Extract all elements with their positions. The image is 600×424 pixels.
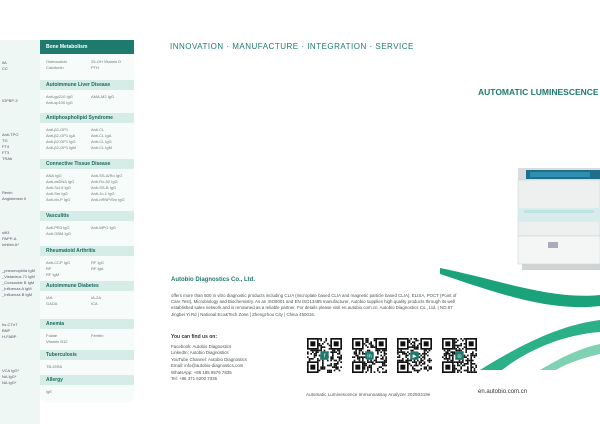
test-item: AMA-M2 IgG <box>91 94 115 99</box>
slogan: INNOVATION · MANUFACTURE · INTEGRATION · SERVICE <box>170 42 414 51</box>
test-item: Anti-dsDNA IgG <box>46 179 75 184</box>
left-fragment-text: BNP <box>2 328 11 333</box>
model-footnote: Automatic Luminescence Immunoassay Analyzer 20250319e <box>306 392 431 397</box>
test-item: Anti-CCP IgG <box>46 260 71 265</box>
qr-center-icon: f <box>323 353 326 360</box>
test-item: Anti-β2-GP1 IgA <box>46 133 76 138</box>
test-item: RF <box>46 266 52 271</box>
test-item: RF IgG <box>91 260 104 265</box>
find-us-heading: You can find us on: <box>171 334 218 340</box>
left-fragment-text: lIA <box>2 60 7 65</box>
left-fragment-text: TG <box>2 138 8 143</box>
website-url[interactable]: en.autobio.com.cn <box>478 389 528 395</box>
test-item: Calcitonin <box>46 65 64 70</box>
section-header: Rheumatoid Arthritis <box>40 246 134 256</box>
test-item: Anti-CL IgG <box>91 139 112 144</box>
left-fragment-text: FT4 <box>2 144 10 149</box>
test-item: Ferritin <box>91 333 104 338</box>
qr-center-icon: in <box>367 353 372 360</box>
test-item: TB-IGRA <box>46 364 63 369</box>
test-item: GADA <box>46 301 58 306</box>
left-fragment-text: CC <box>2 66 8 71</box>
section-header: Anemia <box>40 319 134 329</box>
test-item: Anti-β2-GP1 IgG <box>46 139 76 144</box>
test-item: RF IgA <box>91 266 104 271</box>
test-item: Anti-CL IgA <box>91 133 112 138</box>
linkedin-qr <box>352 338 387 373</box>
test-item: Anti-gp210 IgG <box>46 94 73 99</box>
test-item: PTH <box>91 65 99 70</box>
section-header: Connective Tissue Disease <box>40 159 134 169</box>
left-fragment-text: _Influenza A IgM <box>2 286 32 291</box>
left-fragment-text: _Vistavirus 71 IgM <box>2 274 35 279</box>
facebook-qr <box>307 338 342 373</box>
left-fragment-text: ulfi3 <box>2 230 10 235</box>
section-header: Vasculitis <box>40 211 134 221</box>
contact-line: YouTube Channel: Autobio Diagnostics <box>171 356 247 362</box>
left-fragment-text: H-FABP <box>2 334 17 339</box>
test-item: Anti-GBM IgG <box>46 231 71 236</box>
website-qr <box>442 338 477 373</box>
test-menu-panel <box>40 40 134 403</box>
product-title: AUTOMATIC LUMINESCENCE <box>478 87 599 97</box>
left-fragment-text: FT3 <box>2 150 10 155</box>
left-fragment-text: NA IgG* <box>2 380 17 385</box>
left-fragment-text: VCA IgG* <box>2 368 20 373</box>
test-item: IgE <box>46 389 53 394</box>
test-item: Anti-Sm IgG <box>46 191 68 196</box>
left-fragment-text: NA IgG* <box>2 374 17 379</box>
section-header: Autoimmune Diabetes <box>40 281 134 291</box>
contact-line: WhatsApp: +86 185 9576 7835 <box>171 369 232 375</box>
left-fragment-text: _pneumophila IgM <box>2 268 35 273</box>
contact-line: Facebook: Autobio Diagnostics <box>171 344 232 349</box>
test-item: Osteocalcin <box>46 59 67 64</box>
left-fragment-text: Renin <box>2 190 13 195</box>
test-item: IAA <box>46 295 53 300</box>
test-item: 25-OH Vitamin D <box>91 59 122 64</box>
contact-line: LinkedIn: Autobio Diagnostics <box>171 350 229 356</box>
test-item: Anti-PR3 IgG <box>46 225 70 230</box>
left-fragment-text: _Influenza B IgM <box>2 292 33 297</box>
left-fragment-text: hs-CTnT <box>2 322 18 327</box>
test-item: Anti-rib-P IgG <box>46 197 71 202</box>
section-header: Antiphospholipid Syndrome <box>40 113 134 123</box>
test-item: ANA IgG <box>46 173 62 178</box>
company-name: Autobio Diagnostics Co., Ltd. <box>171 277 255 283</box>
test-item: Anti-SS-A/Ro IgG <box>91 173 123 178</box>
left-fragment-text: PAPP-A <box>2 236 17 241</box>
test-item: Anti-SS-B IgG <box>91 185 117 190</box>
left-fragment-text: TRAb <box>2 156 13 161</box>
qr-center-icon: ▶ <box>412 353 417 360</box>
left-fragment-text: Anti-TPO <box>2 132 19 137</box>
test-item: RF IgM <box>46 272 60 277</box>
test-item: Vitamin B12 <box>46 339 68 344</box>
left-fragment-text: IGFBP-3 <box>2 98 18 103</box>
test-item: Anti-Jo-1 IgG <box>91 191 115 196</box>
section-header: Autoimmune Liver Disease <box>40 80 134 90</box>
test-item: ICA <box>91 301 98 306</box>
qr-center-icon: ◎ <box>457 353 462 360</box>
company-description: offers more than 600 in vitro diagnostic products including CLIA (microplate based CLIA and magnetic particle based CLIA), ELISA, POCT (Point of Care Test), Microbiology and Biochemistry. As an ISO9001 and EN ISO13485 manufacturer, Autobio supplies high quality products through its well established sales network and is renowned as a reliable partner. For details please visit en.autobio.com.cn. Autobio Diagnostics Co., Ltd. | NO.87 Jingbei Yi Rd | National Eco&Tech Zone | Zhengzhou City | China 450016. <box>171 293 457 317</box>
test-item: Anti-sp100 IgG <box>46 100 73 105</box>
test-item: Folate <box>46 333 58 338</box>
section-header: Tuberculosis <box>40 350 134 360</box>
menu-header: Bone Metabolism <box>40 40 134 54</box>
left-fragment-text: Inhibin A* <box>2 242 19 247</box>
test-item: Anti-β2-GP1 IgM <box>46 145 76 150</box>
test-item: Anti-Ro-52 IgG <box>91 179 118 184</box>
test-item: IA-2A <box>91 295 102 300</box>
youtube-qr <box>397 338 432 373</box>
contact-line: Email: info@autobio-diagnostics.com <box>171 363 244 369</box>
test-item: Anti-MPO IgG <box>91 225 116 230</box>
test-item: Anti-β2-GP1 <box>46 127 69 132</box>
left-column-fragment <box>0 40 40 424</box>
test-item: Anti-CL <box>91 127 105 132</box>
test-item: Anti-CL IgM <box>91 145 112 150</box>
left-fragment-text: Angiotensin II <box>2 196 27 201</box>
contact-line: Tel: +86 371 6200 7036 <box>171 376 218 381</box>
test-item: Anti-nRNP/Sm IgG <box>91 197 125 202</box>
test-item: Anti-Scl-9 IgG <box>46 185 71 190</box>
section-header: Allergy <box>40 375 134 385</box>
left-fragment-text: _Coxsackie B IgM <box>2 280 35 285</box>
